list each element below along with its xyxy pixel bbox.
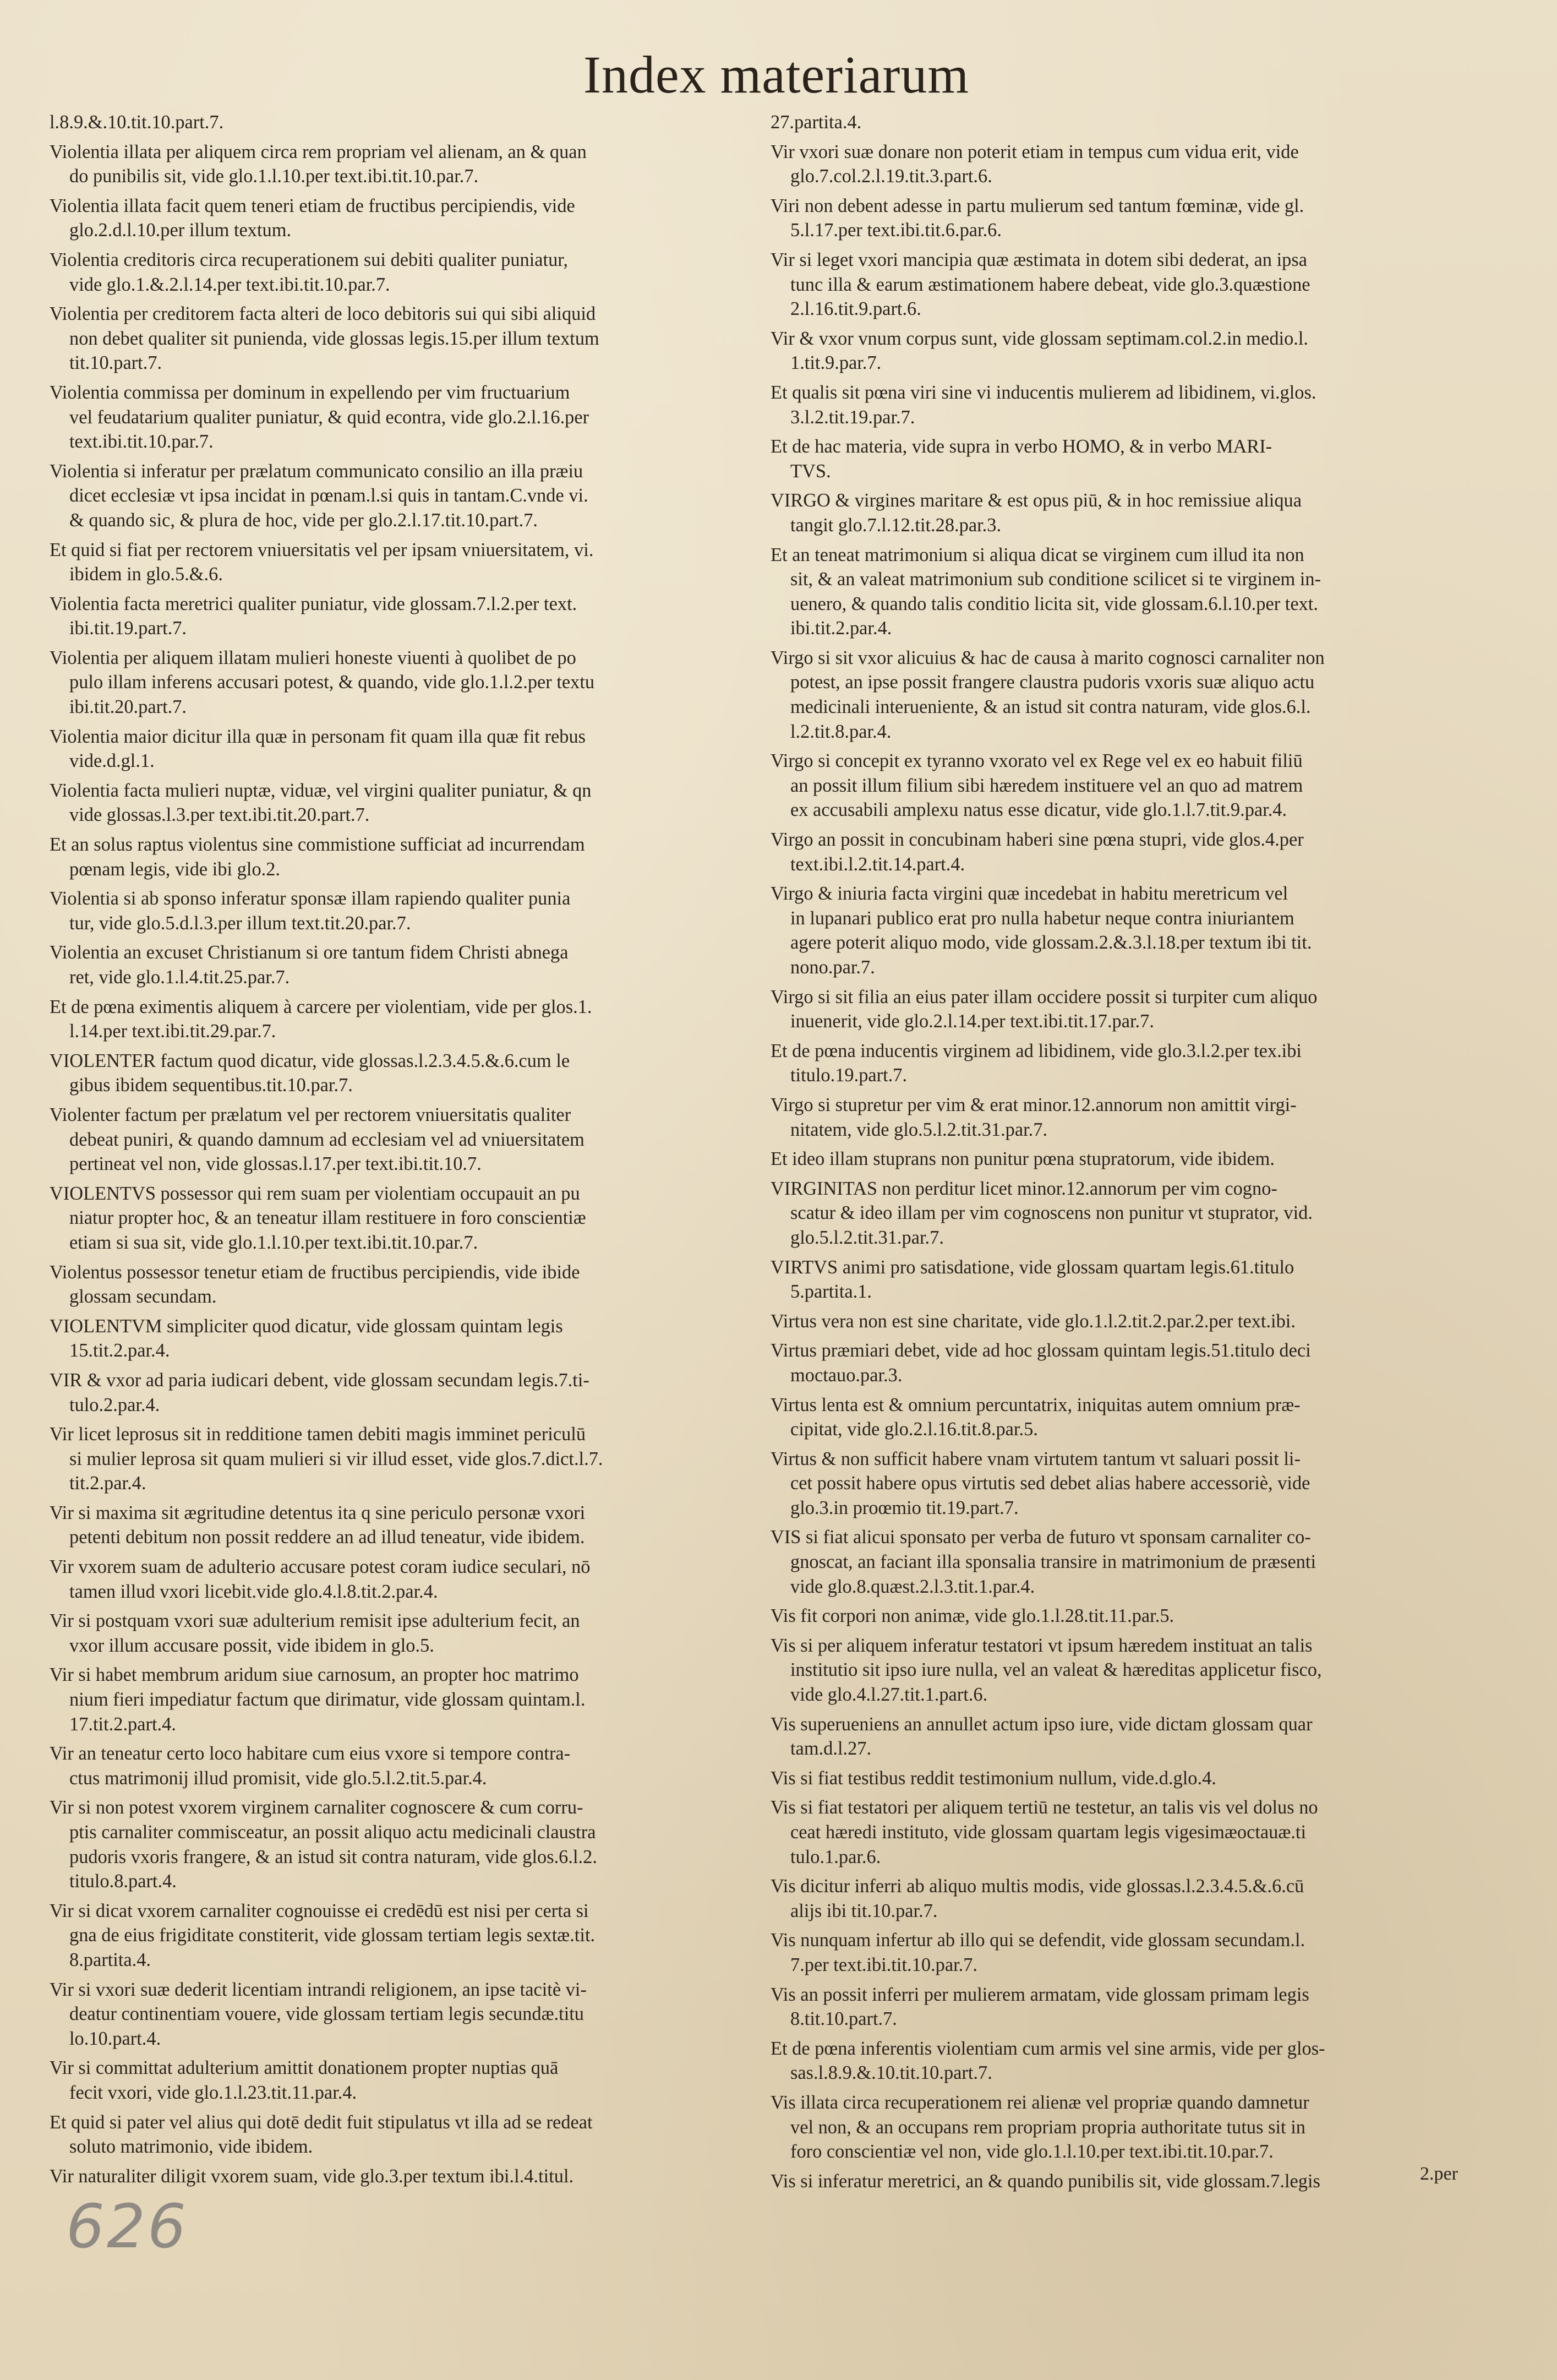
entry-line: cipitat, vide glo.2.l.16.tit.8.par.5. (790, 1419, 1038, 1440)
entry-line: etiam si sua sit, vide glo.1.l.10.per text.ibi.tit.10.par.7. (69, 1232, 478, 1253)
entry-line: 5.partita.1. (790, 1281, 872, 1303)
entry-line: Violentia illata facit quem teneri etiam de fructibus percipiendis, vide (50, 195, 575, 216)
entry-line: vide glo.8.quæst.2.l.3.tit.1.par.4. (790, 1576, 1035, 1597)
index-entry (771, 1874, 1492, 1923)
index-entry (771, 1604, 1492, 1629)
index-entry (50, 1555, 771, 1604)
entry-line: 3.l.2.tit.19.par.7. (790, 406, 915, 428)
entry-line: Violentia si ab sponso inferatur sponsæ illam rapiendo qualiter punia (50, 888, 571, 909)
entry-line: Vis si per aliquem inferatur testatori vt ipsum hæredem instituat an talis (771, 1635, 1313, 1656)
index-entry (771, 881, 1492, 979)
entry-line: do punibilis sit, vide glo.1.l.10.per text.ibi.tit.10.par.7. (69, 166, 479, 187)
index-entry (50, 1422, 771, 1496)
entry-line: Virgo si sit vxor alicuius & hac de causa à marito cognosci carnaliter non (771, 647, 1325, 668)
index-entry (50, 2164, 771, 2189)
catchword: 2.per (1420, 2164, 1458, 2184)
entry-line: medicinali interueniente, & an istud sit contra naturam, vide glos.6.l. (790, 696, 1311, 718)
entry-line: Vis si fiat testatori per aliquem tertiū ne testetur, an talis vis vel dolus no (771, 1797, 1318, 1818)
index-entry (771, 326, 1492, 375)
entry-line: VIRGINITAS non perditur licet minor.12.annorum per vim cogno- (771, 1178, 1277, 1199)
entry-line: vxor illum accusare possit, vide ibidem in glo.5. (69, 1635, 434, 1656)
entry-line: inuenerit, vide glo.2.l.14.per text.ibi.tit.17.par.7. (790, 1011, 1154, 1032)
entry-line: pulo illam inferens accusari potest, & quando, vide glo.1.l.2.per textu (69, 672, 595, 693)
entry-line: moctauo.par.3. (790, 1364, 903, 1386)
index-entry (771, 1983, 1492, 2032)
entry-line: text.ibi.tit.10.par.7. (69, 431, 214, 453)
entry-line: text.ibi.l.2.tit.14.part.4. (790, 853, 965, 875)
index-entry (771, 1338, 1492, 1387)
entry-line: Virtus vera non est sine charitate, vide glo.1.l.2.tit.2.par.2.per text.ibi. (771, 1310, 1296, 1332)
entry-line: tur, vide glo.5.d.l.3.per illum text.tit.20.par.7. (69, 912, 411, 934)
entry-line: 5.l.17.per text.ibi.tit.6.par.6. (790, 220, 1002, 241)
left-column (50, 110, 771, 2188)
entry-line: VIOLENTVM simpliciter quod dicatur, vide glossam quintam legis (50, 1315, 563, 1337)
index-entry (50, 1181, 771, 1255)
index-entry (771, 1039, 1492, 1088)
index-entry (50, 380, 771, 454)
entry-line: alijs ibi tit.10.par.7. (790, 1900, 938, 1921)
index-entry (50, 1501, 771, 1550)
entry-line: Vis dicitur inferri ab aliquo multis modis, vide glossas.l.2.3.4.5.&.6.cū (771, 1876, 1304, 1897)
entry-line: vel non, & an occupans rem propriam propria authoritate tutus sit in (790, 2116, 1305, 2138)
entry-line: Virtus & non sufficit habere vnam virtutem tantum vt saluari possit li- (771, 1448, 1301, 1469)
entry-line: & quando sic, & plura de hoc, vide per glo.2.l.17.tit.10.part.7. (69, 509, 538, 531)
entry-line: tam.d.l.27. (790, 1738, 872, 1760)
entry-line: Vis an possit inferri per mulierem armatam, vide glossam primam legis (771, 1984, 1309, 2005)
entry-line: VIOLENTER factum quod dicatur, vide glossas.l.2.3.4.5.&.6.cum le (50, 1050, 570, 1071)
entry-line: Et de hac materia, vide supra in verbo HOMO, & in verbo MARI- (771, 436, 1272, 458)
index-entry (50, 140, 771, 189)
index-entry (771, 1309, 1492, 1334)
entry-line: Et an teneat matrimonium si aliqua dicat se virginem cum illud ita non (771, 544, 1304, 565)
entry-line: Virgo si sit filia an eius pater illam occidere possit si turpiter cum aliquo (771, 986, 1318, 1007)
entry-line: glo.7.col.2.l.19.tit.3.part.6. (790, 166, 992, 187)
entry-line: Violentia per creditorem facta alteri de loco debitoris sui qui sibi aliquid (50, 303, 596, 325)
entry-line: tangit glo.7.l.12.tit.28.par.3. (790, 514, 1002, 536)
entry-line: vide glo.1.&.2.l.14.per text.ibi.tit.10.par.7. (69, 274, 390, 295)
entry-line: Vir vxori suæ donare non poterit etiam in tempus cum vidua erit, vide (771, 141, 1299, 162)
entry-line: Vis fit corpori non animæ, vide glo.1.l.28.tit.11.par.5. (771, 1605, 1174, 1627)
entry-line: petenti debitum non possit reddere an ad illud teneatur, vide ibidem. (69, 1527, 585, 1548)
handwritten-folio-number: 626 (66, 2191, 188, 2262)
entry-line: Viri non debent adesse in partu mulierum sed tantum fœminæ, vide gl. (771, 195, 1304, 216)
entry-line: gna de eius frigiditate constiterit, vide glossam tertiam legis sextæ.tit. (69, 1925, 596, 1946)
entry-line: gibus ibidem sequentibus.tit.10.par.7. (69, 1075, 353, 1096)
right-column (771, 110, 1492, 2193)
index-entry (50, 2110, 771, 2159)
entry-line: ceat hæredi instituto, vide glossam quartam legis vigesimæoctauæ.ti (790, 1822, 1306, 1843)
index-entry (771, 1147, 1492, 1172)
entry-line: nono.par.7. (790, 957, 875, 978)
entry-line: niatur propter hoc, & an teneatur illam restituere in foro conscientiæ (69, 1207, 586, 1229)
entry-line: Violentia illata per aliquem circa rem propriam vel alienam, an & quan (50, 141, 587, 162)
index-entry (50, 646, 771, 720)
entry-line: Vis nunquam infertur ab illo qui se defendit, vide glossam secundam.l. (771, 1930, 1305, 1951)
entry-line: ex accusabili amplexu natus esse dicatur, vide glo.1.l.7.tit.9.par.4. (790, 799, 1287, 821)
index-entry (50, 1663, 771, 1736)
entry-line: Violentia si inferatur per prælatum communicato consilio an illa præiu (50, 460, 583, 482)
entry-line: Vir & vxor vnum corpus sunt, vide glossam septimam.col.2.in medio.l. (771, 328, 1309, 349)
index-entry (771, 1447, 1492, 1521)
entry-line: titulo.19.part.7. (790, 1065, 908, 1086)
entry-line: 8.tit.10.part.7. (790, 2008, 897, 2030)
entry-line: 1.tit.9.par.7. (790, 352, 882, 374)
entry-line: uenero, & quando talis conditio licita sit, vide glossam.6.l.10.per text. (790, 593, 1318, 614)
entry-line: l.14.per text.ibi.tit.29.par.7. (69, 1021, 276, 1042)
index-entry (50, 940, 771, 989)
index-entry (771, 140, 1492, 189)
index-entry (771, 2169, 1492, 2194)
index-entry (771, 646, 1492, 744)
index-entry (771, 1093, 1492, 1142)
entry-line: deatur continentiam vouere, vide glossam tertiam legis secundæ.titu (69, 2003, 584, 2025)
entry-line: Virgo si concepit ex tyranno vxorato vel ex Rege vel ex eo habuit filiū (771, 750, 1303, 772)
entry-line: Violentus possessor tenetur etiam de fructibus percipiendis, vide ibide (50, 1261, 580, 1283)
entry-line: Violentia facta mulieri nuptæ, viduæ, vel virgini qualiter puniatur, & qn (50, 780, 592, 801)
entry-line: Vis superueniens an annullet actum ipso iure, vide dictam glossam quar (771, 1713, 1313, 1735)
entry-line: ibi.tit.19.part.7. (69, 618, 187, 639)
entry-line: VIRTVS animi pro satisdatione, vide glossam quartam legis.61.titulo (771, 1256, 1294, 1278)
index-entry (50, 459, 771, 533)
entry-line: 27.partita.4. (771, 112, 862, 133)
entry-line: TVS. (790, 460, 831, 482)
index-entry (50, 110, 771, 135)
entry-line: Vis si fiat testibus reddit testimonium nullum, vide.d.glo.4. (771, 1767, 1216, 1789)
entry-line: ptis carnaliter commisceatur, an possit aliquo actu medicinali claustra (69, 1822, 596, 1843)
entry-line: potest, an ipse possit frangere claustra pudoris vxoris suæ aliquo actu (790, 672, 1315, 693)
index-entry (771, 1795, 1492, 1869)
entry-line: sas.l.8.9.&.10.tit.10.part.7. (790, 2062, 992, 2084)
index-entry (50, 302, 771, 375)
entry-line: tamen illud vxori licebit.vide glo.4.l.8.tit.2.par.4. (69, 1581, 438, 1602)
entry-line: Violentia maior dicitur illa quæ in personam fit quam illa quæ fit rebus (50, 726, 586, 747)
entry-line: tit.10.part.7. (69, 352, 162, 374)
entry-line: debeat puniri, & quando damnum ad ecclesiam vel ad vniuersitatem (69, 1129, 584, 1150)
entry-line: l.8.9.&.10.tit.10.part.7. (50, 112, 224, 133)
index-entry (771, 1766, 1492, 1791)
index-entry (50, 1899, 771, 1973)
index-entry (50, 1795, 771, 1893)
running-head: Index materiarum (583, 45, 970, 104)
index-entry (50, 725, 771, 774)
index-entry (771, 1928, 1492, 1977)
entry-line: nium fieri impediatur factum que dirimatur, vide glossam quintam.l. (69, 1689, 586, 1711)
entry-line: ibi.tit.2.par.4. (790, 618, 892, 639)
index-entry (50, 592, 771, 641)
entry-line: pœnam legis, vide ibi glo.2. (69, 858, 281, 880)
index-entry (50, 194, 771, 243)
entry-line: tit.2.par.4. (69, 1473, 146, 1494)
entry-line: pudoris vxoris frangere, & an istud sit contra naturam, vide glos.6.l.2. (69, 1846, 597, 1867)
entry-line: tunc illa & earum æstimationem habere debeat, vide glo.3.quæstione (790, 274, 1310, 295)
entry-line: Vir si maxima sit ægritudine detentus ita q sine periculo personæ vxori (50, 1502, 586, 1523)
entry-line: lo.10.part.4. (69, 2028, 161, 2049)
entry-line: Vir naturaliter diligit vxorem suam, vide glo.3.per textum ibi.l.4.titul. (50, 2165, 574, 2187)
entry-line: Violentia per aliquem illatam mulieri honeste viuenti à quolibet de po (50, 647, 576, 668)
entry-line: VIS si fiat alicui sponsato per verba de futuro vt sponsam carnaliter co- (771, 1527, 1311, 1548)
index-entry (771, 1633, 1492, 1707)
entry-line: Vis si inferatur meretrici, an & quando punibilis sit, vide glossam.7.legis (771, 2170, 1320, 2192)
entry-line: Vis illata circa recuperationem rei alienæ vel propriæ quando damnetur (771, 2092, 1309, 2113)
entry-line: in lupanari publico erat pro nulla habetur neque contra iniuriantem (790, 907, 1294, 929)
entry-line: l.2.tit.8.par.4. (790, 721, 892, 742)
entry-line: Virtus præmiari debet, vide ad hoc glossam quintam legis.51.titulo deci (771, 1340, 1311, 1361)
entry-line: vide glo.4.l.27.tit.1.part.6. (790, 1684, 988, 1706)
entry-line: soluto matrimonio, vide ibidem. (69, 2136, 313, 2158)
entry-line: cet possit habere opus virtutis sed debet alias habere accessoriè, vide (790, 1473, 1310, 1494)
entry-line: an possit illum filium sibi hæredem instituere vel an quo ad matrem (790, 775, 1303, 796)
entry-line: Virgo & iniuria facta virgini quæ incedebat in habitu meretricum vel (771, 883, 1288, 905)
entry-line: Et de pœna eximentis aliquem à carcere per violentiam, vide per glos.1. (50, 996, 592, 1017)
entry-line: VIOLENTVS possessor qui rem suam per violentiam occupauit an pu (50, 1183, 580, 1204)
index-entry (771, 827, 1492, 876)
index-entry (50, 1741, 771, 1790)
entry-line: glo.5.l.2.tit.31.par.7. (790, 1227, 944, 1248)
entry-line: Virtus lenta est & omnium percuntatrix, iniquitas autem omnium præ- (771, 1394, 1301, 1415)
entry-line: Et quid si fiat per rectorem vniuersitatis vel per ipsam vniuersitatem, vi. (50, 539, 594, 560)
entry-line: 2.l.16.tit.9.part.6. (790, 298, 921, 320)
entry-line: Vir licet leprosus sit in redditione tamen debiti magis imminet periculū (50, 1424, 586, 1445)
index-entry (50, 1978, 771, 2051)
entry-line: pertineat vel non, vide glossas.l.17.per text.ibi.tit.10.7. (69, 1153, 482, 1175)
entry-line: Virgo si stupretur per vim & erat minor.12.annorum non amittit virgi- (771, 1094, 1297, 1115)
entry-line: Vir si leget vxori mancipia quæ æstimata in dotem sibi dederat, an ipsa (771, 249, 1307, 270)
index-entry (771, 488, 1492, 537)
index-entry (771, 194, 1492, 243)
entry-line: Vir si postquam vxori suæ adulterium remisit ipse adulterium fecit, an (50, 1610, 580, 1632)
index-entry (771, 380, 1492, 429)
index-entry (771, 1525, 1492, 1599)
entry-line: ibi.tit.20.part.7. (69, 696, 187, 718)
entry-line: 15.tit.2.par.4. (69, 1340, 170, 1361)
entry-line: Et an solus raptus violentus sine commistione sufficiat ad incurrendam (50, 834, 585, 856)
entry-line: non debet qualiter sit punienda, vide glossas legis.15.per illum textum (69, 328, 599, 349)
entry-line: Vir si committat adulterium amittit donationem propter nuptias quā (50, 2057, 559, 2079)
entry-line: Vir si dicat vxorem carnaliter cognouisse ei credēdū est nisi per certa si (50, 1900, 589, 1921)
entry-line: Violentia facta meretrici qualiter puniatur, vide glossam.7.l.2.per text. (50, 593, 577, 614)
index-entry (771, 2036, 1492, 2085)
entry-line: gnoscat, an faciant illa sponsalia transire in matrimonium de præsenti (790, 1551, 1316, 1573)
entry-line: si mulier leprosa sit quam mulieri si vir illud esset, vide glos.7.dict.l.7. (69, 1448, 603, 1469)
index-entry (50, 1368, 771, 1417)
entry-line: glo.3.in proœmio tit.19.part.7. (790, 1497, 1019, 1518)
entry-line: tulo.2.par.4. (69, 1394, 160, 1415)
entry-line: Et quid si pater vel alius qui dotē dedit fuit stipulatus vt illa ad se redeat (50, 2111, 593, 2133)
index-entry (771, 1712, 1492, 1761)
entry-line: Vir si vxori suæ dederit licentiam intrandi religionem, an ipse tacitè vi- (50, 1979, 587, 2000)
entry-line: tulo.1.par.6. (790, 1846, 881, 1867)
entry-line: ret, vide glo.1.l.4.tit.25.par.7. (69, 967, 290, 988)
index-entry (771, 434, 1492, 483)
entry-line: titulo.8.part.4. (69, 1871, 177, 1892)
entry-line: foro conscientiæ vel non, vide glo.1.l.10.per text.ibi.tit.10.par.7. (790, 2141, 1274, 2163)
entry-line: institutio sit ipso iure nulla, vel an valeat & hæreditas applicetur fisco, (790, 1659, 1322, 1681)
index-entry (50, 248, 771, 297)
index-entry (50, 1609, 771, 1658)
entry-line: VIR & vxor ad paria iudicari debent, vide glossam secundam legis.7.ti- (50, 1369, 589, 1391)
entry-line: ibidem in glo.5.&.6. (69, 564, 223, 585)
entry-line: Violentia an excuset Christianum si ore tantum fidem Christi abnega (50, 942, 569, 963)
entry-line: dicet ecclesiæ vt ipsa incidat in pœnam.l.si quis in tantam.C.vnde vi. (69, 485, 588, 507)
entry-line: 17.tit.2.part.4. (69, 1713, 176, 1735)
entry-line: Et de pœna inferentis violentiam cum armis vel sine armis, vide per glos- (771, 2038, 1325, 2059)
entry-line: Violentia commissa per dominum in expellendo per vim fructuarium (50, 382, 570, 403)
entry-line: Vir si non potest vxorem virginem carnaliter cognoscere & cum corru- (50, 1797, 583, 1818)
entry-line: agere poterit aliquo modo, vide glossam.2.&.3.l.18.per textum ibi tit. (790, 932, 1312, 954)
entry-line: vide.d.gl.1. (69, 750, 155, 772)
entry-line: Et de pœna inducentis virginem ad libidinem, vide glo.3.l.2.per tex.ibi (771, 1040, 1302, 1061)
entry-line: Virgo an possit in concubinam haberi sine pœna stupri, vide glos.4.per (771, 829, 1304, 851)
index-entry (771, 1393, 1492, 1442)
entry-line: nitatem, vide glo.5.l.2.tit.31.par.7. (790, 1119, 1048, 1140)
index-entry (50, 1260, 771, 1309)
index-entry (771, 1255, 1492, 1304)
index-entry (771, 2090, 1492, 2164)
index-entry (771, 749, 1492, 823)
index-entry (50, 995, 771, 1044)
entry-line: sit, & an valeat matrimonium sub conditione scilicet si te virginem in- (790, 569, 1321, 590)
index-entry (771, 248, 1492, 322)
entry-line: Et ideo illam stuprans non punitur pœna stupratorum, vide ibidem. (771, 1148, 1275, 1170)
index-entry (771, 110, 1492, 135)
index-entry (50, 1103, 771, 1177)
index-entry (50, 1314, 771, 1363)
entry-line: Vir si habet membrum aridum siue carnosum, an propter hoc matrimo (50, 1664, 579, 1686)
index-entry (771, 1177, 1492, 1250)
entry-line: 7.per text.ibi.tit.10.par.7. (790, 1954, 978, 1975)
entry-line: fecit vxori, vide glo.1.l.23.tit.11.par.4. (69, 2082, 357, 2103)
entry-line: vide glossas.l.3.per text.ibi.tit.20.part.7. (69, 804, 370, 826)
index-entry (771, 985, 1492, 1034)
index-entry (50, 778, 771, 827)
entry-line: scatur & ideo illam per vim cognoscens non punitur vt stuprator, vid. (790, 1202, 1313, 1224)
entry-line: glo.2.d.l.10.per illum textum. (69, 220, 292, 241)
entry-line: 8.partita.4. (69, 1949, 151, 1970)
entry-line: Vir vxorem suam de adulterio accusare potest coram iudice seculari, nō (50, 1556, 591, 1578)
index-entry (771, 543, 1492, 641)
entry-line: VIRGO & virgines maritare & est opus piū, & in hoc remissiue aliqua (771, 490, 1302, 511)
entry-line: ctus matrimonij illud promisit, vide glo.5.l.2.tit.5.par.4. (69, 1767, 487, 1789)
index-entry (50, 1049, 771, 1098)
index-entry (50, 2056, 771, 2105)
entry-line: vel feudatarium qualiter puniatur, & quid econtra, vide glo.2.l.16.per (69, 406, 589, 428)
entry-line: Violentia creditoris circa recuperationem sui debiti qualiter puniatur, (50, 249, 568, 270)
entry-line: Vir an teneatur certo loco habitare cum eius vxore si tempore contra- (50, 1743, 571, 1764)
index-entry (50, 886, 771, 935)
entry-line: Violenter factum per prælatum vel per rectorem vniuersitatis qualiter (50, 1104, 571, 1125)
index-entry (50, 538, 771, 587)
index-entry (50, 832, 771, 881)
entry-line: Et qualis sit pœna viri sine vi inducentis mulierem ad libidinem, vi.glos. (771, 382, 1316, 403)
entry-line: glossam secundam. (69, 1286, 217, 1308)
